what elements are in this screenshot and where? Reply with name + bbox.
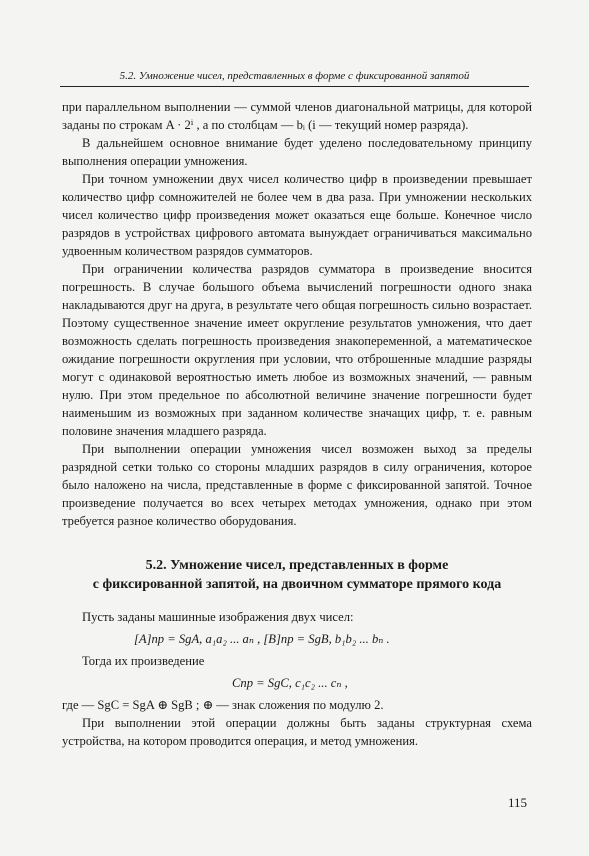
running-header: 5.2. Умножение чисел, представленных в форме с фиксированной запятой xyxy=(60,70,529,87)
intro-text: Пусть заданы машинные изображения двух чисел: xyxy=(82,610,354,624)
section-title-line-2: с фиксированной запятой, на двоичном сумматоре прямого кода xyxy=(92,577,502,592)
page-number: 115 xyxy=(507,795,527,810)
page-body xyxy=(62,98,532,750)
section-title xyxy=(62,556,532,594)
where-text: где — SgC = SgA ⊕ SgB ; ⊕ — знак сложения по модулю 2. xyxy=(62,698,384,712)
paragraph-5: При выполнении операции умножения чисел возможен выход за пределы разрядной сетки только со стороны младших разрядов в силу ограничения, которое было наложено на числа, представленные в форме с фиксированной запятой. Точное произведение получается во всех четырех методах умножения, однако при этом требуется разное количество оборудования. xyxy=(62,442,532,528)
paragraph-4: При ограничении количества разрядов сумматора в произведение вносится погрешность. В случае большого объема вычислений погрешности одного знака накладываются друг на друга, в результате чего общая погрешность сильно возрастает. Поэтому существенное значение имеет округление результатов умножения, что дает возможность сделать погрешность произведения знакопеременной, а математическое ожидание погрешности округления при условии, что отброшенные младшие разряды могут с одинаковой вероятностью иметь любое из возможных значений, — равным нулю. При этом предельное по абсолютной величине значение погрешности будет наименьшим из возможных при заданном количестве значащих цифр, т. е. равным половине значения младшего разряда. xyxy=(62,262,532,438)
formula-operands: [A]пр = SgA, a₁a₂ ... aₙ , [B]пр = SgB, b₁b₂ ... bₙ . xyxy=(134,632,390,646)
final-paragraph: При выполнении этой операции должны быть заданы структурная схема устройства, на котором проводится операция, и метод умножения. xyxy=(62,716,532,748)
paragraph-1: при параллельном выполнении — суммой членов диагональной матрицы, для которой заданы по строкам A · 2ⁱ , а по столбцам — bᵢ (i — текущий номер разряда). xyxy=(62,100,532,132)
paragraph-2: В дальнейшем основное внимание будет уделено последовательному принципу выполнения операции умножения. xyxy=(62,136,532,168)
paragraph-3: При точном умножении двух чисел количество цифр в произведении превышает количество цифр сомножителей не более чем в два раза. При умножении нескольких чисел количество цифр произведения может оказаться еще больше. Конечное число разрядов в устройствах цифрового автомата вынуждает ограничиваться максимально удвоенным количеством разрядов сумматоров. xyxy=(62,172,532,258)
formula-product: Cпр = SgC, c₁c₂ ... cₙ , xyxy=(232,676,348,690)
section-title-line-1: 5.2. Умножение чисел, представленных в форме xyxy=(145,558,449,573)
then-label: Тогда их произведение xyxy=(82,654,205,668)
